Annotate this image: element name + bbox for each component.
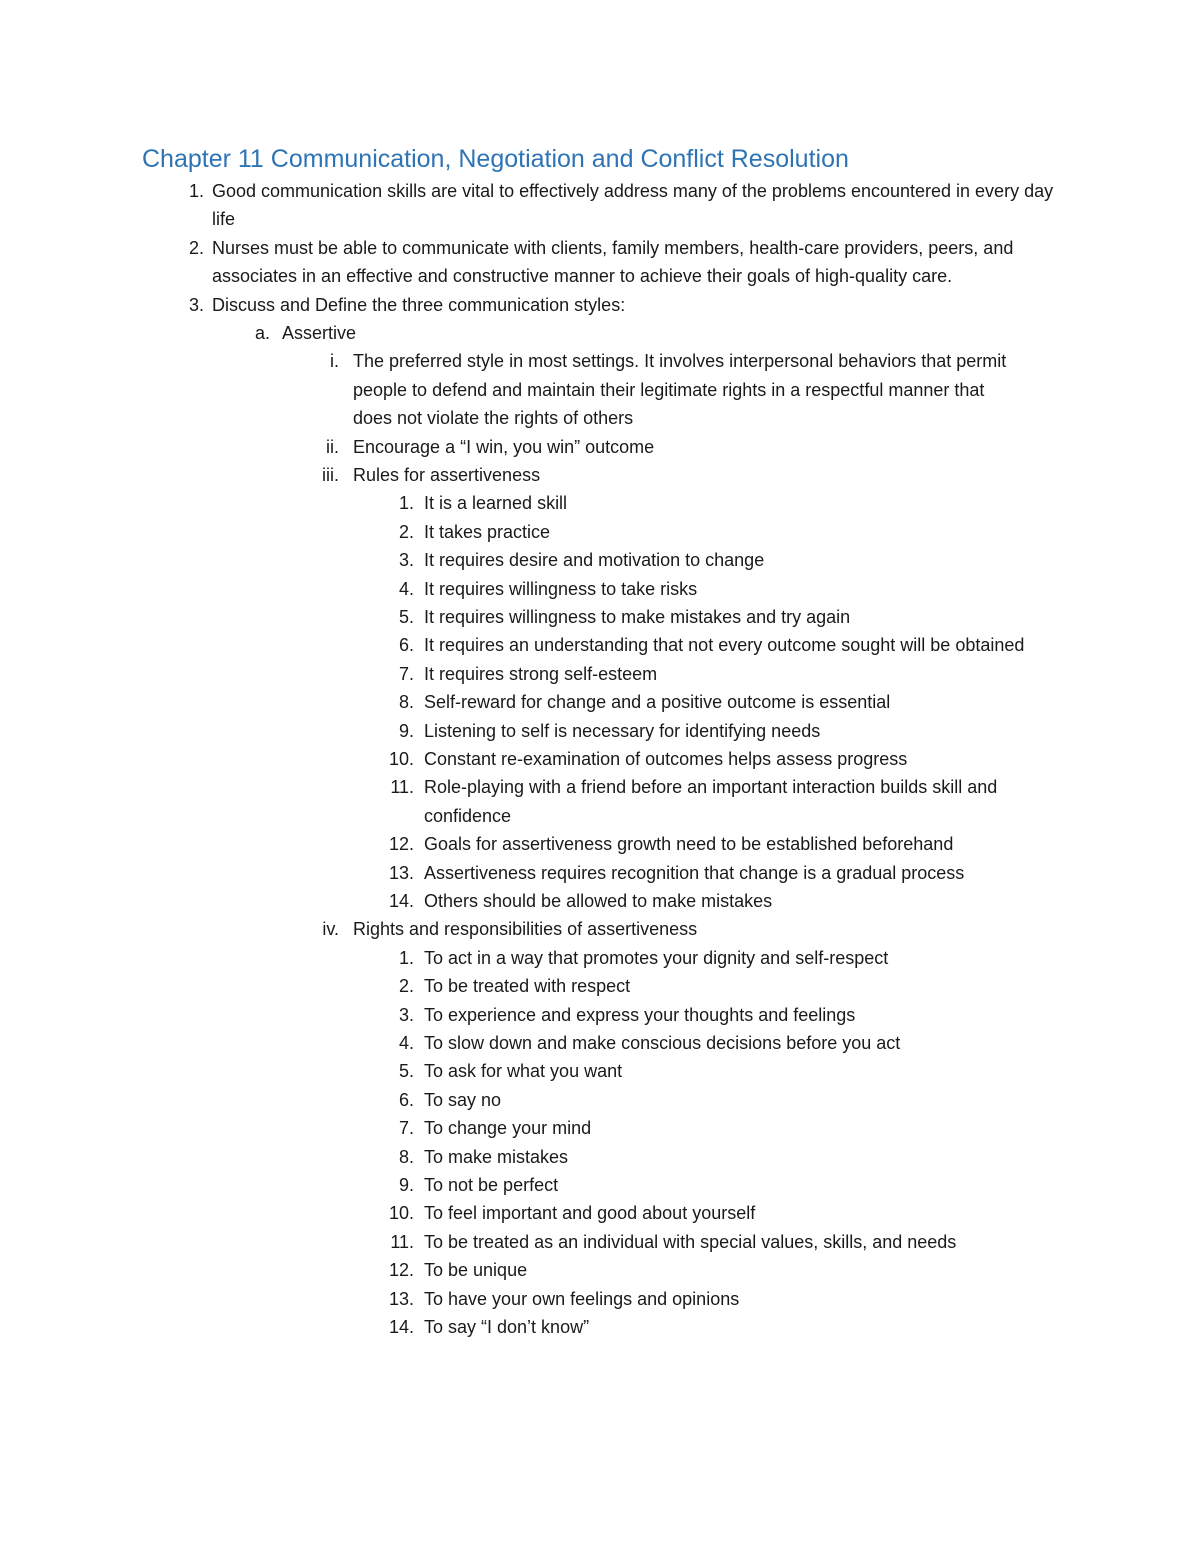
list-item-text: To act in a way that promotes your dignity and self-respect <box>424 947 889 968</box>
list-item-text: It requires strong self-esteem <box>424 663 658 684</box>
list-marker: 8. <box>398 692 414 713</box>
list-item <box>398 1143 1025 1171</box>
list-marker: 10. <box>388 749 414 769</box>
list-item-text: Goals for assertiveness growth need to be established beforehand <box>424 834 954 855</box>
list-item <box>398 489 1025 517</box>
list-item-text: Discuss and Define the three communication styles: <box>212 294 626 315</box>
list-item <box>388 1256 1025 1284</box>
list-marker: ii. <box>326 436 339 457</box>
list-item <box>398 631 1025 659</box>
list-marker: 6. <box>398 635 414 656</box>
list-marker: 7. <box>398 1118 414 1139</box>
list-item <box>398 1057 1025 1085</box>
list-item <box>398 1171 1025 1199</box>
list-marker: 10. <box>388 1203 414 1224</box>
list-marker: 9. <box>398 1175 414 1195</box>
list-item-text: To change your mind <box>424 1118 592 1139</box>
list-item <box>388 745 1025 773</box>
list-item <box>388 1199 1025 1227</box>
list-item <box>398 518 1025 546</box>
list-item <box>398 1086 1025 1114</box>
list-item-text: Good communication skills are vital to effectively address many of the problems encountered in every day life <box>212 181 1054 230</box>
list-item <box>330 347 1015 432</box>
list-marker: 9. <box>398 720 414 741</box>
list-item-text: To be treated with respect <box>424 976 631 997</box>
list-item-text: It requires willingness to take risks <box>424 578 698 599</box>
list-item <box>398 717 1025 745</box>
list-item-text: To experience and express your thoughts and feelings <box>424 1004 856 1025</box>
list-marker: 2. <box>188 237 204 258</box>
list-item-text: To say “I don’t know” <box>424 1317 590 1337</box>
list-marker: 2. <box>398 976 414 997</box>
list-item <box>398 972 1025 1000</box>
list-item-text: Rights and responsibilities of assertiveness <box>353 919 698 940</box>
chapter-title: Chapter 11 Communication, Negotiation and Conflict Resolution <box>142 145 849 173</box>
list-marker: i. <box>330 351 339 372</box>
list-item <box>322 461 1015 489</box>
list-item-text: Encourage a “I win, you win” outcome <box>353 436 655 457</box>
list-item-text: To be treated as an individual with special values, skills, and needs <box>424 1231 957 1252</box>
list-item-text: To ask for what you want <box>424 1061 623 1082</box>
list-item <box>390 773 1025 830</box>
list-item-text: To feel important and good about yourself <box>424 1203 756 1224</box>
list-item <box>398 660 1025 688</box>
list-marker: 7. <box>398 663 414 684</box>
list-marker: 4. <box>398 1033 414 1053</box>
list-item <box>398 575 1025 603</box>
list-item-text: It takes practice <box>424 521 551 542</box>
list-item-text: To not be perfect <box>424 1175 559 1195</box>
list-item <box>388 859 1025 887</box>
list-marker: 1. <box>188 181 204 201</box>
list-item <box>388 830 1025 858</box>
list-marker: 13. <box>388 862 414 883</box>
list-item <box>188 291 1060 319</box>
list-marker: a. <box>254 323 270 343</box>
list-item-text: Rules for assertiveness <box>353 465 541 485</box>
list-item <box>188 234 1060 291</box>
list-marker: 5. <box>398 607 414 627</box>
list-item <box>398 1114 1025 1142</box>
list-marker: 12. <box>388 1260 414 1281</box>
list-marker: 6. <box>398 1089 414 1110</box>
list-item-text: Nurses must be able to communicate with clients, family members, health-care providers, peers, and associates in an effective and constructive manner to achieve their goals of high-quality care. <box>212 237 1014 287</box>
list-item-text: To slow down and make conscious decisions before you act <box>424 1033 901 1053</box>
list-marker: 1. <box>398 947 414 968</box>
list-marker: 3. <box>398 1004 414 1025</box>
list-item-text: It requires desire and motivation to change <box>424 550 765 571</box>
list-item <box>398 1029 1025 1057</box>
list-item <box>390 1228 1025 1256</box>
list-item-text: Assertive <box>282 323 357 343</box>
list-item-text: Assertiveness requires recognition that change is a gradual process <box>424 862 965 883</box>
list-marker: 4. <box>398 578 414 599</box>
list-item <box>388 1285 1025 1313</box>
list-item-text: Self-reward for change and a positive outcome is essential <box>424 692 891 713</box>
list-item <box>254 319 1060 347</box>
list-item <box>388 1313 1025 1341</box>
list-item-text: It requires an understanding that not every outcome sought will be obtained <box>424 635 1025 656</box>
list-item <box>398 1001 1025 1029</box>
list-item-text: It requires willingness to make mistakes and try again <box>424 607 851 627</box>
list-item-text: Listening to self is necessary for identifying needs <box>424 720 821 741</box>
list-marker: 1. <box>398 493 414 514</box>
list-item <box>398 688 1025 716</box>
list-item <box>322 915 1015 943</box>
list-marker: 11. <box>390 1231 414 1252</box>
list-item <box>388 887 1025 915</box>
list-item-text: It is a learned skill <box>424 493 568 514</box>
list-item-text: Constant re-examination of outcomes helps assess progress <box>424 749 908 769</box>
list-item <box>188 177 1060 234</box>
list-marker: iii. <box>322 465 339 485</box>
list-item <box>398 603 1025 631</box>
list-marker: 14. <box>388 891 414 911</box>
list-marker: 3. <box>398 550 414 571</box>
list-marker: 12. <box>388 834 414 855</box>
list-item-text: Role-playing with a friend before an important interaction builds skill and confidence <box>424 777 998 826</box>
list-item <box>398 546 1025 574</box>
list-marker: 3. <box>188 294 204 315</box>
list-marker: 5. <box>398 1061 414 1082</box>
list-item-text: To have your own feelings and opinions <box>424 1288 740 1309</box>
list-marker: 11. <box>390 777 414 798</box>
list-item <box>398 944 1025 972</box>
list-marker: 2. <box>398 521 414 542</box>
list-marker: 14. <box>388 1317 414 1337</box>
list-item-text: To make mistakes <box>424 1146 569 1167</box>
list-item-text: To say no <box>424 1089 502 1110</box>
list-marker: 13. <box>388 1288 414 1309</box>
list-item-text: The preferred style in most settings. It involves interpersonal behaviors that permit people to defend and maintain their legitimate rights in a respectful manner that does not violate the rights of others <box>353 351 1007 429</box>
list-marker: 8. <box>398 1146 414 1167</box>
list-item-text: To be unique <box>424 1260 528 1281</box>
list-marker: iv. <box>322 919 339 940</box>
list-item <box>326 433 1015 461</box>
list-item-text: Others should be allowed to make mistakes <box>424 891 773 911</box>
